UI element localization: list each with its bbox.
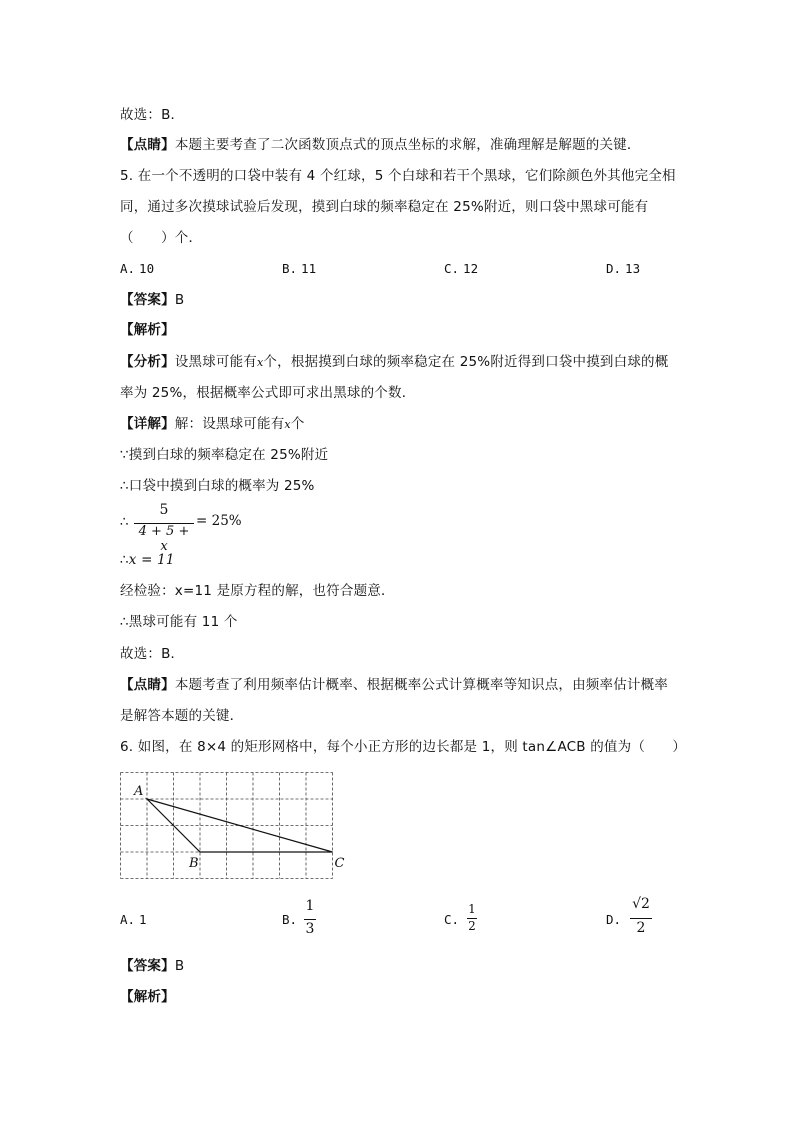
- dianjing-tag: 【点睛】: [120, 137, 175, 153]
- dianjing-text: 本题主要考查了二次函数顶点式的顶点坐标的求解，准确理解是解题的关键．: [174, 137, 641, 153]
- point-label-a: A: [134, 784, 144, 799]
- q5-option-c: C. 12: [444, 261, 479, 276]
- triangle-outline: [147, 799, 333, 852]
- grid-figure: [116, 768, 345, 880]
- q6-option-d-fraction: √2 2: [626, 896, 656, 942]
- point-label-b: B: [189, 856, 199, 871]
- q5-answer: 【答案】B: [120, 292, 185, 308]
- q5-option-d: D. 13: [606, 261, 641, 276]
- q5-option-b: B. 11: [282, 261, 317, 276]
- q6-option-a: A. 1: [120, 912, 147, 927]
- q5-solve: ∴x = 11: [120, 552, 175, 568]
- fraction-denominator: 4 + 5 + x: [138, 524, 190, 554]
- q5-step1: ∵摸到白球的频率稳定在 25%附近: [120, 447, 329, 463]
- prev-dianjing: [120, 135, 641, 155]
- triangle-abc: [147, 799, 333, 852]
- q6-option-d: D.: [606, 912, 622, 927]
- point-labels: [133, 784, 345, 871]
- fraction-numerator: 5: [159, 502, 169, 518]
- q6-option-c: C.: [444, 912, 460, 927]
- equation-rhs: = 25%: [196, 513, 242, 529]
- q6-answer: 【答案】B: [120, 958, 185, 974]
- point-label-c: C: [334, 856, 345, 871]
- q5-stem-line3: （ ）个．: [120, 230, 203, 246]
- q5-dianjing-line2: 是解答本题的关键．: [120, 708, 244, 724]
- q5-choose: 故选：B．: [120, 646, 185, 662]
- q5-step2: ∴口袋中摸到白球的概率为 25%: [120, 478, 315, 494]
- q5-dianjing-line1: 【点睛】本题考查了利用频率估计概率、根据概率公式计算概率等知识点，由频率估计概率: [120, 677, 669, 693]
- prev-choose: 故选：B．: [120, 107, 185, 123]
- q5-check: 经检验：x=11 是原方程的解，也符合题意．: [120, 583, 395, 599]
- q5-jiexi: 【解析】: [120, 322, 175, 338]
- q5-conclusion: ∴黑球可能有 11 个: [120, 614, 238, 630]
- q6-jiexi: 【解析】: [120, 989, 175, 1005]
- q5-equation: [134, 502, 294, 554]
- q5-option-a: A. 10: [120, 261, 155, 276]
- q5-fenxi-line1: 【分析】设黑球可能有x个，根据摸到白球的频率稳定在 25%附近得到口袋中摸到白球的概: [120, 354, 669, 370]
- q6-option-c-fraction: 1 2: [468, 902, 476, 933]
- q5-therefore: ∴: [120, 514, 129, 530]
- q6-option-b: B.: [282, 912, 298, 927]
- q5-stem-line2: 同，通过多次摸球试验后发现，摸到白球的频率稳定在 25%附近，则口袋中黑球可能有: [120, 199, 649, 215]
- q5-xiangjie: 【详解】解：设黑球可能有x个: [120, 416, 305, 432]
- q6-option-b-fraction: 1 3: [305, 898, 315, 937]
- grid-lines: [121, 773, 333, 879]
- q5-stem-line1: 5. 在一个不透明的口袋中装有 4 个红球，5 个白球和若干个黑球，它们除颜色外其他完全相: [120, 168, 676, 184]
- q5-fenxi-line2: 率为 25%，根据概率公式即可求出黑球的个数．: [120, 385, 416, 401]
- q6-stem: 6. 如图，在 8×4 的矩形网格中，每个小正方形的边长都是 1，则 tan∠ACB 的值为（ ）: [120, 739, 687, 755]
